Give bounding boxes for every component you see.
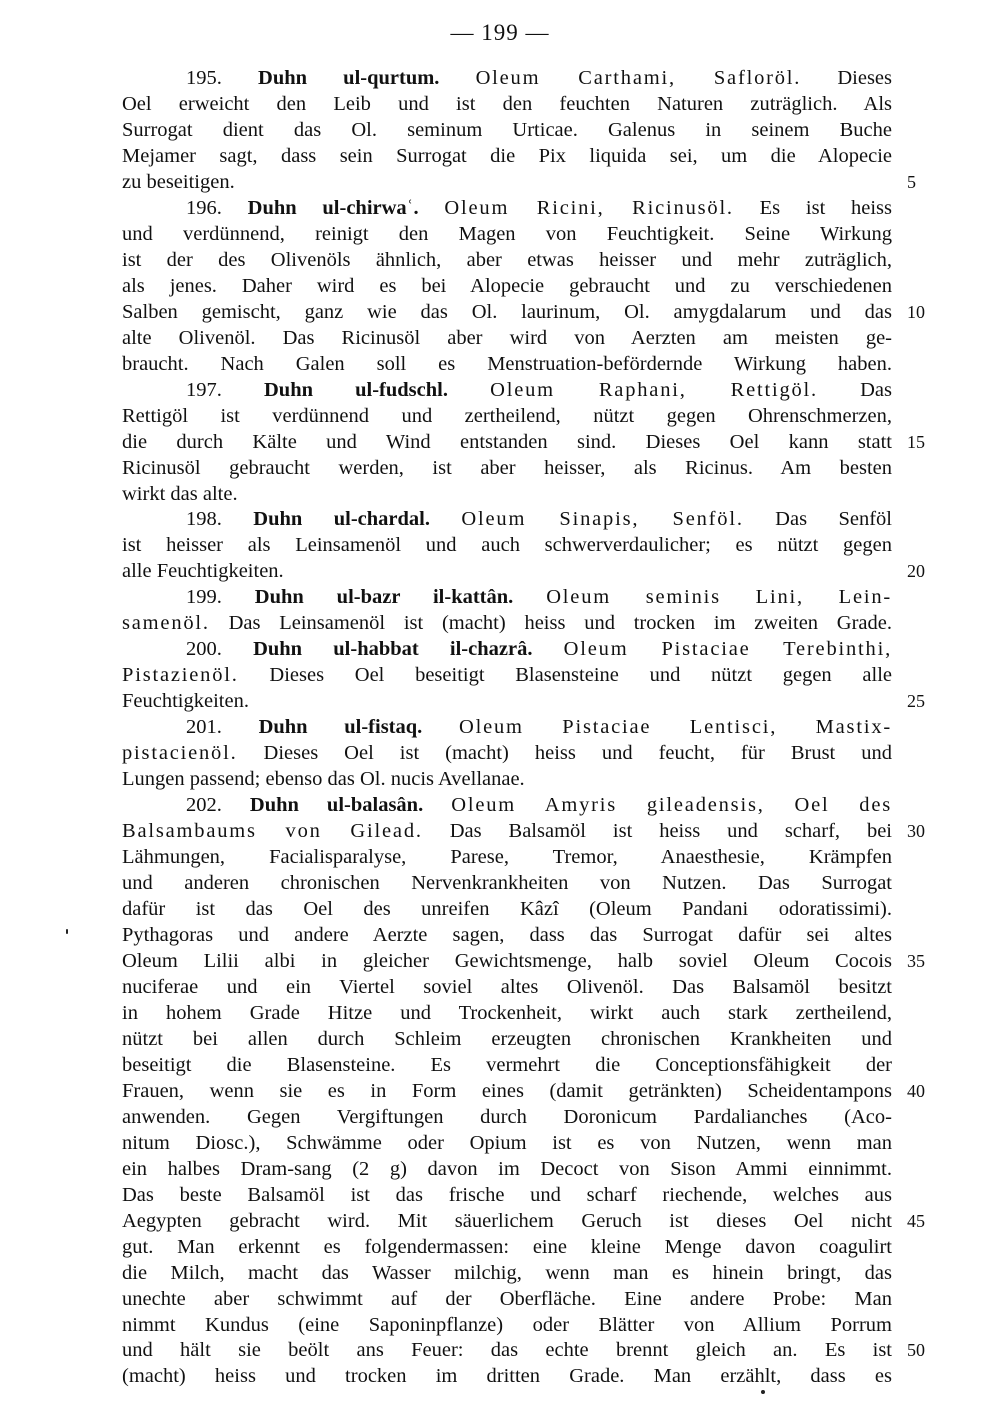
line-number: 20 (907, 561, 925, 582)
text-run: und anderen chronischen Nervenkrankheiten von Nutzen. Das Surrogat (122, 872, 892, 895)
text-run: Oel erweicht den Leib und ist den feuchten Naturen zuträglich. Als (122, 92, 892, 115)
text-line (122, 559, 925, 585)
text-run: gut. Man erkennt es folgendermassen: eine kleine Menge davon coagulirt (122, 1235, 892, 1258)
text-line (122, 1027, 892, 1053)
text-line (122, 1079, 925, 1105)
text-line (122, 819, 925, 845)
text-line (122, 637, 892, 663)
text-run: ist der des Olivenöls ähnlich, aber etwas heisser und mehr zuträglich, (122, 248, 892, 271)
entry-heading: Duhn ul-bazr il-kattân. (254, 586, 514, 609)
text-run: nimmt Kundus (eine Saponinpflanze) oder Blätter von Allium Porrum (122, 1313, 892, 1336)
text-run: 196. (186, 196, 248, 219)
text-line (122, 767, 892, 793)
text-run (423, 794, 451, 816)
text-run: beseitigt die Blasensteine. Es vermehrt die Conceptionsfähigkeit der (122, 1053, 892, 1076)
latin-name: Oleum Pistaciae Terebinthi, (563, 638, 893, 661)
text-run: dafür ist das Oel des unreifen Kâzî (Oleum Pandani odoratissimi). (122, 898, 892, 920)
latin-name: Oleum seminis Lini, Lein- (546, 586, 893, 609)
latin-name: samenöl. (122, 612, 210, 635)
text-run: alle Feuchtigkeiten. (122, 560, 284, 583)
line-number: 50 (907, 1340, 925, 1361)
text-line (122, 352, 892, 378)
latin-name: Oleum Ricini, Ricinusöl. (444, 196, 734, 219)
text-run (532, 638, 563, 660)
text-line (122, 274, 892, 300)
text-line (122, 1131, 892, 1157)
text-line (122, 222, 892, 248)
text-run (448, 379, 490, 401)
page-number: — 199 — (450, 20, 550, 45)
text-line (122, 326, 892, 352)
text-run: Frauen, wenn sie es in Form eines (damit getränkten) Scheidentampons (122, 1079, 892, 1102)
text-run: 202. (186, 794, 250, 817)
entry-heading: Duhn ul-fistaq. (258, 716, 423, 739)
text-run: ist heisser als Leinsamenöl und auch schwerverdaulicher; es nützt gegen (122, 534, 892, 557)
text-run: nützt bei allen durch Schleim erzeugten chronischen Krankheiten und (122, 1027, 892, 1050)
text-run: 199. (186, 586, 255, 609)
text-line (122, 975, 892, 1001)
text-run: alte Olivenöl. Das Ricinusöl aber wird von Aerzten am meisten ge- (122, 326, 892, 349)
text-line (122, 949, 925, 975)
text-run: 200. (186, 638, 254, 661)
text-run: ein halbes Dram-sang (2 g) davon im Decoct von Sison Ammi einnimmt. (122, 1157, 892, 1180)
text-line (122, 923, 892, 949)
entry-heading: Duhn ul-chirwaʿ. (247, 196, 419, 219)
text-run: Das Leinsamenöl ist (macht) heiss und trocken im zweiten Grade. (209, 612, 892, 635)
ink-speck (761, 1390, 765, 1394)
entry-heading: Duhn ul-balasân. (249, 794, 424, 817)
text-run: Rettigöl ist verdünnend und zertheilend, nützt gegen Ohrenschmerzen, (122, 404, 892, 427)
entry-heading: Duhn ul-habbat il-chazrâ. (253, 638, 533, 661)
text-run: Das beste Balsamöl ist das frische und scharf riechende, welches aus (122, 1183, 892, 1206)
latin-name: Balsambaums von Gilead. (122, 820, 423, 843)
text-run: zu beseitigen. (122, 170, 235, 193)
text-line (122, 1209, 925, 1235)
body-text (122, 66, 925, 1390)
text-line (122, 378, 892, 404)
latin-name: Oleum Pistaciae Lentisci, Mastix- (458, 716, 892, 739)
text-run: Mejamer sagt, dass sein Surrogat die Pix liquida sei, um die Alopecie (122, 144, 892, 167)
text-run: und verdünnend, reinigt den Magen von Feuchtigkeit. Seine Wirkung (122, 222, 892, 245)
latin-name: Pistazienöl. (122, 664, 239, 687)
text-line (122, 1105, 892, 1131)
text-run (419, 197, 445, 219)
text-line (122, 741, 892, 767)
text-line (122, 1157, 892, 1183)
text-line (122, 1261, 892, 1287)
text-run: 201. (186, 716, 259, 739)
text-run (439, 67, 475, 89)
text-run: nuciferae und ein Viertel soviel altes Olivenöl. Das Balsamöl besitzt (122, 975, 892, 998)
text-run: 198. (186, 508, 254, 531)
text-line (122, 118, 892, 144)
text-run: Dieses Oel beseitigt Blasensteine und nützt gegen alle (238, 664, 892, 687)
ink-speck (66, 929, 68, 934)
text-run: die durch Kälte und Wind entstanden sind. Dieses Oel kann statt (122, 430, 892, 453)
text-run: Das (817, 378, 892, 401)
text-run: Dieses (801, 67, 893, 89)
text-line (122, 663, 892, 689)
text-line (122, 482, 892, 508)
line-number: 40 (907, 1080, 925, 1101)
text-run (422, 716, 459, 738)
text-run: Feuchtigkeiten. (122, 690, 249, 713)
text-run: als jenes. Daher wird es bei Alopecie gebraucht und zu verschiedenen (122, 274, 892, 297)
text-line (122, 871, 892, 897)
line-number: 10 (907, 301, 925, 322)
text-run: Aegypten gebracht wird. Mit säuerlichem Geruch ist dieses Oel nicht (122, 1209, 892, 1232)
text-run: braucht. Nach Galen soll es Menstruation-befördernde Wirkung haben. (122, 352, 892, 375)
text-line (122, 196, 892, 222)
text-line (122, 66, 892, 92)
text-line (122, 585, 892, 611)
text-line (122, 845, 892, 871)
text-run: in hohem Grade Hitze und Trockenheit, wirkt auch stark zertheilend, (122, 1001, 892, 1024)
text-line (122, 170, 916, 196)
text-run: Pythagoras und andere Aerzte sagen, dass das Surrogat dafür sei altes (122, 923, 892, 946)
text-line (122, 1001, 892, 1027)
text-run: 195. (186, 67, 259, 89)
text-line (122, 507, 892, 533)
text-run: Ricinusöl gebraucht werden, ist aber heisser, als Ricinus. Am besten (122, 456, 892, 479)
text-run: Das Senföl (743, 508, 892, 531)
entry-heading: Duhn ul-qurtum. (258, 67, 440, 89)
text-line (122, 897, 892, 923)
text-line (122, 1053, 892, 1079)
latin-name: Oleum Carthami, Safloröl. (475, 67, 802, 89)
text-run: nitum Diosc.), Schwämme oder Opium ist es von Nutzen, wenn man (122, 1131, 892, 1154)
text-line (122, 1183, 892, 1209)
latin-name: Oleum Raphani, Rettigöl. (490, 378, 818, 401)
text-run: Surrogat dient das Ol. seminum Urticae. Galenus in seinem Buche (122, 118, 892, 141)
text-line (122, 1338, 925, 1364)
entry-heading: Duhn ul-fudschl. (264, 378, 448, 401)
line-number: 45 (907, 1210, 925, 1231)
text-run: Lungen passend; ebenso das Ol. nucis Avellanae. (122, 768, 525, 791)
text-run: anwenden. Gegen Vergiftungen durch Doronicum Pardalianches (Aco- (122, 1105, 892, 1128)
latin-name: pistacienöl. (122, 742, 238, 765)
text-line (122, 611, 892, 637)
line-number: 30 (907, 821, 925, 842)
text-line (122, 300, 925, 326)
text-line (122, 456, 892, 482)
text-line (122, 248, 892, 274)
text-run: Dieses Oel ist (macht) heiss und feucht, für Brust und (237, 742, 892, 765)
text-run: wirkt das alte. (122, 482, 238, 505)
text-line (122, 689, 925, 715)
text-line (122, 144, 892, 170)
text-run: 197. (186, 378, 264, 401)
text-run (430, 508, 461, 530)
text-run: die Milch, macht das Wasser milchig, wenn man es hinein bringt, das (122, 1261, 892, 1284)
text-line (122, 793, 892, 819)
text-line (122, 533, 892, 559)
text-line (122, 1235, 892, 1261)
text-line (122, 715, 892, 741)
text-line (122, 404, 892, 430)
entry-heading: Duhn ul-chardal. (253, 508, 430, 531)
line-number: 35 (907, 950, 925, 971)
latin-name: Oleum Sinapis, Senföl. (461, 508, 744, 531)
text-run: unechte aber schwimmt auf der Oberfläche. Eine andere Probe: Man (122, 1287, 892, 1310)
text-run: Oleum Lilii albi in gleicher Gewichtsmenge, halb soviel Oleum Cocois (122, 949, 892, 972)
text-run: und hält sie beölt ans Feuer: das echte brennt gleich an. Es ist (122, 1339, 892, 1362)
text-line (122, 430, 925, 456)
text-run: Das Balsamöl ist heiss und scharf, bei (422, 820, 892, 843)
text-line (122, 1364, 892, 1390)
text-run: Es ist heiss (733, 196, 893, 219)
latin-name: Oleum Amyris gileadensis, Oel des (451, 794, 893, 817)
text-run: Lähmungen, Facialisparalyse, Parese, Tremor, Anaesthesie, Krämpfen (122, 846, 892, 869)
text-run (513, 586, 546, 608)
line-number: 25 (907, 691, 925, 712)
text-run: (macht) heiss und trocken im dritten Grade. Man erzählt, dass es (122, 1365, 892, 1388)
text-line (122, 92, 892, 118)
text-line (122, 1287, 892, 1313)
text-line (122, 1313, 892, 1339)
line-number: 5 (907, 171, 916, 192)
text-run: Salben gemischt, ganz wie das Ol. laurinum, Ol. amygdalarum und das (122, 300, 892, 323)
line-number: 15 (907, 431, 925, 452)
